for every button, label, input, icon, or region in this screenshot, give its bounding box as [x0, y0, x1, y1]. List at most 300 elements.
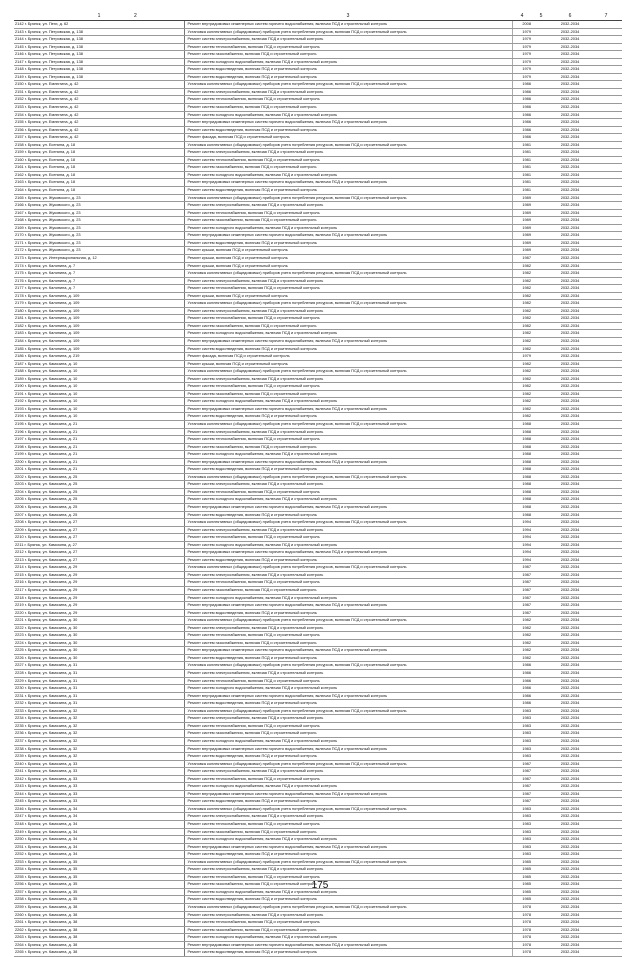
table-row	[14, 353, 622, 361]
row-address: 2228 г. Брянск, ул. Камозина, д. 31	[14, 670, 184, 678]
row-build-year: 1988	[512, 451, 532, 459]
table-row	[14, 217, 622, 225]
row-repair-period: 2032-2034	[550, 224, 590, 232]
table-row	[14, 549, 622, 557]
table-row	[14, 436, 622, 444]
row-work-type: Ремонт систем электроснабжения, включая ПСД и строительный контроль	[184, 715, 512, 723]
row-build-year: 1982	[512, 368, 532, 376]
row-build-year: 1994	[512, 549, 532, 557]
row-work-type: Ремонт систем теплоснабжения, включая ПСД и строительный контроль	[184, 209, 512, 217]
row-build-year: 1982	[512, 262, 532, 270]
row-address: 2164 г. Брянск, ул. Есенина, д. 18	[14, 187, 184, 195]
table-row	[14, 420, 622, 428]
table-row	[14, 647, 622, 655]
row-address: 2246 г. Брянск, ул. Камозина, д. 34	[14, 805, 184, 813]
row-repair-period: 2032-2034	[550, 519, 590, 527]
row-repair-period: 2032-2034	[550, 134, 590, 142]
table-row	[14, 330, 622, 338]
row-repair-period: 2032-2034	[550, 481, 590, 489]
row-blank-col	[590, 149, 622, 157]
row-work-type: Ремонт систем холодного водоснабжения, включая ПСД и строительный контроль	[184, 496, 512, 504]
row-repair-period: 2032-2034	[550, 156, 590, 164]
row-build-year: 1978	[512, 919, 532, 927]
row-blank-col	[590, 526, 622, 534]
row-work-type: Установка коллективных (общедомовых) приборов учета потребления ресурсов, включая ПСД и строительный контроль	[184, 81, 512, 89]
row-blank-col	[590, 368, 622, 376]
row-blank-col	[532, 88, 550, 96]
row-address: 2231 г. Брянск, ул. Камозина, д. 31	[14, 692, 184, 700]
row-build-year: 1978	[512, 903, 532, 911]
table-row	[14, 451, 622, 459]
row-blank-col	[532, 730, 550, 738]
row-blank-col	[590, 217, 622, 225]
row-blank-col	[590, 926, 622, 934]
row-build-year: 1983	[512, 836, 532, 844]
row-blank-col	[532, 745, 550, 753]
row-blank-col	[532, 390, 550, 398]
row-repair-period: 2032-2034	[550, 254, 590, 262]
row-blank-col	[532, 187, 550, 195]
table-row	[14, 292, 622, 300]
row-repair-period: 2032-2034	[550, 36, 590, 44]
row-blank-col	[532, 21, 550, 29]
table-row	[14, 919, 622, 927]
row-build-year: 1981	[512, 187, 532, 195]
row-blank-col	[590, 58, 622, 66]
row-repair-period: 2032-2034	[550, 398, 590, 406]
row-repair-period: 2032-2034	[550, 805, 590, 813]
row-blank-col	[590, 436, 622, 444]
row-work-type: Ремонт систем газоснабжения, включая ПСД и строительный контроль	[184, 881, 512, 889]
row-address: 2146 г. Брянск, ул. Петровская, д. 138	[14, 51, 184, 59]
row-build-year: 1982	[512, 277, 532, 285]
row-build-year: 1986	[512, 685, 532, 693]
row-blank-col	[590, 843, 622, 851]
row-address: 2262 г. Брянск, ул. Камозина, д. 38	[14, 926, 184, 934]
row-blank-col	[590, 292, 622, 300]
table-row	[14, 685, 622, 693]
row-repair-period: 2032-2034	[550, 722, 590, 730]
row-blank-col	[590, 715, 622, 723]
row-work-type: Ремонт внутридомовых инженерных систем горячего водоснабжения, включая ПСД и строительный контроль	[184, 647, 512, 655]
table-row	[14, 911, 622, 919]
row-blank-col	[590, 36, 622, 44]
row-repair-period: 2032-2034	[550, 504, 590, 512]
row-blank-col	[532, 926, 550, 934]
table-row	[14, 715, 622, 723]
table-row	[14, 587, 622, 595]
row-blank-col	[590, 111, 622, 119]
row-repair-period: 2032-2034	[550, 768, 590, 776]
row-repair-period: 2032-2034	[550, 458, 590, 466]
row-blank-col	[590, 783, 622, 791]
row-blank-col	[590, 360, 622, 368]
row-blank-col	[590, 413, 622, 421]
table-row	[14, 488, 622, 496]
row-repair-period: 2032-2034	[550, 896, 590, 904]
table-row	[14, 73, 622, 81]
row-address: 2235 г. Брянск, ул. Камозина, д. 32	[14, 722, 184, 730]
row-repair-period: 2032-2034	[550, 556, 590, 564]
row-work-type: Ремонт крыши, включая ПСД и строительный контроль	[184, 360, 512, 368]
row-address: 2165 г. Брянск, ул. Жуковского, д. 23	[14, 194, 184, 202]
row-address: 2250 г. Брянск, ул. Камозина, д. 34	[14, 836, 184, 844]
row-blank-col	[590, 96, 622, 104]
row-blank-col	[532, 368, 550, 376]
table-row	[14, 88, 622, 96]
row-blank-col	[532, 458, 550, 466]
row-blank-col	[532, 934, 550, 942]
row-address: 2152 г. Брянск, ул. Емлютина, д. 42	[14, 96, 184, 104]
row-repair-period: 2032-2034	[550, 881, 590, 889]
row-blank-col	[532, 405, 550, 413]
row-address: 2189 г. Брянск, ул. Камозина, д. 10	[14, 375, 184, 383]
table-row	[14, 202, 622, 210]
row-blank-col	[532, 534, 550, 542]
row-blank-col	[590, 254, 622, 262]
row-address: 2177 г. Брянск, ул. Калинина, д. 7	[14, 285, 184, 293]
table-row	[14, 164, 622, 172]
table-row	[14, 805, 622, 813]
row-blank-col	[590, 805, 622, 813]
row-repair-period: 2032-2034	[550, 919, 590, 927]
row-blank-col	[532, 466, 550, 474]
row-repair-period: 2032-2034	[550, 624, 590, 632]
row-repair-period: 2032-2034	[550, 315, 590, 323]
row-blank-col	[590, 851, 622, 859]
row-blank-col	[532, 51, 550, 59]
row-address: 2252 г. Брянск, ул. Камозина, д. 34	[14, 851, 184, 859]
row-repair-period: 2032-2034	[550, 149, 590, 157]
table-row	[14, 624, 622, 632]
row-address: 2188 г. Брянск, ул. Камозина, д. 10	[14, 368, 184, 376]
row-blank-col	[532, 73, 550, 81]
row-repair-period: 2032-2034	[550, 700, 590, 708]
row-blank-col	[532, 707, 550, 715]
row-blank-col	[532, 647, 550, 655]
row-repair-period: 2032-2034	[550, 383, 590, 391]
row-repair-period: 2032-2034	[550, 685, 590, 693]
header-col-6: 6	[550, 12, 590, 21]
row-build-year: 1986	[512, 104, 532, 112]
row-work-type: Ремонт систем холодного водоснабжения, включая ПСД и строительный контроль	[184, 737, 512, 745]
row-build-year: 1986	[512, 119, 532, 127]
row-work-type: Ремонт внутридомовых инженерных систем горячего водоснабжения, включая ПСД и строительный контроль	[184, 337, 512, 345]
table-row	[14, 149, 622, 157]
row-work-type: Ремонт внутридомовых инженерных систем горячего водоснабжения, включая ПСД и строительный контроль	[184, 21, 512, 29]
table-row	[14, 187, 622, 195]
row-address: 2145 г. Брянск, ул. Петровская, д. 138	[14, 43, 184, 51]
table-row	[14, 111, 622, 119]
row-build-year: 1988	[512, 473, 532, 481]
row-blank-col	[590, 700, 622, 708]
table-row	[14, 360, 622, 368]
row-build-year: 1988	[512, 481, 532, 489]
row-blank-col	[590, 277, 622, 285]
row-blank-col	[532, 119, 550, 127]
row-work-type: Ремонт систем водоотведения, включая ПСД и строительный контроль	[184, 345, 512, 353]
table-row	[14, 753, 622, 761]
row-blank-col	[532, 443, 550, 451]
row-repair-period: 2032-2034	[550, 368, 590, 376]
row-blank-col	[532, 594, 550, 602]
row-repair-period: 2032-2034	[550, 164, 590, 172]
row-blank-col	[532, 700, 550, 708]
row-address: 2197 г. Брянск, ул. Камозина, д. 21	[14, 436, 184, 444]
row-blank-col	[590, 820, 622, 828]
row-build-year: 1981	[512, 149, 532, 157]
row-blank-col	[532, 504, 550, 512]
table-row	[14, 413, 622, 421]
row-blank-col	[532, 224, 550, 232]
row-work-type: Ремонт систем водоотведения, включая ПСД и строительный контроль	[184, 896, 512, 904]
row-address: 2222 г. Брянск, ул. Камозина, д. 30	[14, 624, 184, 632]
row-blank-col	[532, 843, 550, 851]
row-repair-period: 2032-2034	[550, 428, 590, 436]
row-work-type: Ремонт систем водоотведения, включая ПСД и строительный контроль	[184, 413, 512, 421]
row-build-year: 1983	[512, 707, 532, 715]
row-repair-period: 2032-2034	[550, 194, 590, 202]
row-repair-period: 2032-2034	[550, 934, 590, 942]
row-repair-period: 2032-2034	[550, 866, 590, 874]
row-blank-col	[590, 587, 622, 595]
row-blank-col	[590, 828, 622, 836]
row-address: 2175 г. Брянск, ул. Калинина, д. 7	[14, 270, 184, 278]
table-row	[14, 639, 622, 647]
row-blank-col	[532, 828, 550, 836]
row-blank-col	[590, 639, 622, 647]
row-address: 2260 г. Брянск, ул. Камозина, д. 38	[14, 911, 184, 919]
table-row	[14, 104, 622, 112]
row-blank-col	[590, 911, 622, 919]
row-repair-period: 2032-2034	[550, 534, 590, 542]
row-blank-col	[532, 383, 550, 391]
row-blank-col	[590, 375, 622, 383]
row-blank-col	[590, 571, 622, 579]
table-row	[14, 96, 622, 104]
row-build-year: 1987	[512, 783, 532, 791]
row-blank-col	[590, 43, 622, 51]
row-address: 2236 г. Брянск, ул. Камозина, д. 32	[14, 730, 184, 738]
row-blank-col	[590, 798, 622, 806]
table-row	[14, 224, 622, 232]
row-build-year: 1986	[512, 88, 532, 96]
row-repair-period: 2032-2034	[550, 496, 590, 504]
row-work-type: Ремонт систем водоотведения, включая ПСД и строительный контроль	[184, 556, 512, 564]
row-repair-period: 2032-2034	[550, 654, 590, 662]
row-address: 2173 г. Брянск, ул. Интернациональная, д. 12	[14, 254, 184, 262]
row-address: 2215 г. Брянск, ул. Камозина, д. 29	[14, 571, 184, 579]
table-row	[14, 28, 622, 36]
row-repair-period: 2032-2034	[550, 587, 590, 595]
row-build-year: 1978	[512, 941, 532, 949]
row-build-year: 1982	[512, 292, 532, 300]
row-address: 2166 г. Брянск, ул. Жуковского, д. 23	[14, 202, 184, 210]
row-blank-col	[532, 285, 550, 293]
row-blank-col	[532, 111, 550, 119]
row-build-year: 1982	[512, 345, 532, 353]
row-blank-col	[532, 609, 550, 617]
row-build-year: 1978	[512, 949, 532, 957]
row-address: 2186 г. Брянск, ул. Калинина, д. 219	[14, 353, 184, 361]
page-number: 175	[311, 880, 329, 891]
row-build-year: 1987	[512, 609, 532, 617]
row-address: 2242 г. Брянск, ул. Камозина, д. 33	[14, 775, 184, 783]
table-row	[14, 179, 622, 187]
row-repair-period: 2032-2034	[550, 473, 590, 481]
row-work-type: Ремонт систем теплоснабжения, включая ПСД и строительный контроль	[184, 579, 512, 587]
row-blank-col	[532, 254, 550, 262]
row-repair-period: 2032-2034	[550, 843, 590, 851]
row-repair-period: 2032-2034	[550, 209, 590, 217]
row-build-year: 1987	[512, 254, 532, 262]
row-work-type: Ремонт систем электроснабжения, включая ПСД и строительный контроль	[184, 813, 512, 821]
table-row	[14, 670, 622, 678]
row-blank-col	[590, 534, 622, 542]
row-repair-period: 2032-2034	[550, 21, 590, 29]
row-address: 2232 г. Брянск, ул. Камозина, д. 31	[14, 700, 184, 708]
row-repair-period: 2032-2034	[550, 639, 590, 647]
row-repair-period: 2032-2034	[550, 232, 590, 240]
row-repair-period: 2032-2034	[550, 285, 590, 293]
table-row	[14, 579, 622, 587]
row-work-type: Ремонт систем электроснабжения, включая ПСД и строительный контроль	[184, 526, 512, 534]
row-work-type: Ремонт систем газоснабжения, включая ПСД и строительный контроль	[184, 639, 512, 647]
row-blank-col	[590, 315, 622, 323]
row-repair-period: 2032-2034	[550, 466, 590, 474]
row-blank-col	[532, 179, 550, 187]
table-row	[14, 571, 622, 579]
row-blank-col	[590, 330, 622, 338]
row-blank-col	[532, 360, 550, 368]
row-work-type: Ремонт внутридомовых инженерных систем горячего водоснабжения, включая ПСД и строительный контроль	[184, 843, 512, 851]
row-work-type: Ремонт систем теплоснабжения, включая ПСД и строительный контроль	[184, 436, 512, 444]
table-row	[14, 66, 622, 74]
row-address: 2154 г. Брянск, ул. Емлютина, д. 42	[14, 111, 184, 119]
row-build-year: 1983	[512, 753, 532, 761]
row-blank-col	[590, 51, 622, 59]
row-blank-col	[590, 81, 622, 89]
row-work-type: Установка коллективных (общедомовых) приборов учета потребления ресурсов, включая ПСД и строительный контроль	[184, 564, 512, 572]
row-repair-period: 2032-2034	[550, 360, 590, 368]
row-blank-col	[532, 571, 550, 579]
row-build-year: 1986	[512, 126, 532, 134]
row-build-year: 1982	[512, 639, 532, 647]
row-repair-period: 2032-2034	[550, 337, 590, 345]
row-blank-col	[590, 511, 622, 519]
row-work-type: Ремонт систем холодного водоснабжения, включая ПСД и строительный контроль	[184, 783, 512, 791]
table-row	[14, 768, 622, 776]
row-build-year: 1987	[512, 579, 532, 587]
row-work-type: Установка коллективных (общедомовых) приборов учета потребления ресурсов, включая ПСД и строительный контроль	[184, 617, 512, 625]
table-row	[14, 496, 622, 504]
row-blank-col	[590, 760, 622, 768]
row-work-type: Ремонт внутридомовых инженерных систем горячего водоснабжения, включая ПСД и строительный контроль	[184, 405, 512, 413]
table-row	[14, 466, 622, 474]
row-address: 2155 г. Брянск, ул. Емлютина, д. 42	[14, 119, 184, 127]
row-address: 2169 г. Брянск, ул. Жуковского, д. 23	[14, 224, 184, 232]
row-repair-period: 2032-2034	[550, 345, 590, 353]
row-repair-period: 2032-2034	[550, 541, 590, 549]
row-repair-period: 2032-2034	[550, 413, 590, 421]
row-blank-col	[532, 436, 550, 444]
row-blank-col	[590, 141, 622, 149]
row-blank-col	[532, 654, 550, 662]
row-blank-col	[590, 28, 622, 36]
row-blank-col	[532, 624, 550, 632]
table-row	[14, 926, 622, 934]
row-blank-col	[590, 104, 622, 112]
row-blank-col	[532, 481, 550, 489]
row-repair-period: 2032-2034	[550, 28, 590, 36]
row-work-type: Ремонт систем теплоснабжения, включая ПСД и строительный контроль	[184, 919, 512, 927]
table-row	[14, 58, 622, 66]
table-row	[14, 677, 622, 685]
row-build-year: 1983	[512, 737, 532, 745]
row-work-type: Ремонт систем теплоснабжения, включая ПСД и строительный контроль	[184, 632, 512, 640]
row-address: 2162 г. Брянск, ул. Есенина, д. 18	[14, 171, 184, 179]
row-blank-col	[590, 428, 622, 436]
row-repair-period: 2032-2034	[550, 873, 590, 881]
row-build-year: 1986	[512, 677, 532, 685]
table-row	[14, 534, 622, 542]
table-row	[14, 836, 622, 844]
row-build-year: 1982	[512, 654, 532, 662]
row-address: 2202 г. Брянск, ул. Камозина, д. 25	[14, 473, 184, 481]
row-blank-col	[532, 790, 550, 798]
row-work-type: Ремонт систем электроснабжения, включая ПСД и строительный контроль	[184, 624, 512, 632]
row-build-year: 1987	[512, 587, 532, 595]
table-row	[14, 632, 622, 640]
row-blank-col	[532, 488, 550, 496]
row-work-type: Установка коллективных (общедомовых) приборов учета потребления ресурсов, включая ПСД и строительный контроль	[184, 707, 512, 715]
row-build-year: 1988	[512, 466, 532, 474]
row-work-type: Ремонт внутридомовых инженерных систем горячего водоснабжения, включая ПСД и строительный контроль	[184, 790, 512, 798]
row-blank-col	[590, 247, 622, 255]
row-blank-col	[590, 737, 622, 745]
row-build-year: 1985	[512, 896, 532, 904]
row-work-type: Ремонт систем электроснабжения, включая ПСД и строительный контроль	[184, 866, 512, 874]
table-row	[14, 134, 622, 142]
row-blank-col	[532, 239, 550, 247]
row-work-type: Установка коллективных (общедомовых) приборов учета потребления ресурсов, включая ПСД и строительный контроль	[184, 194, 512, 202]
row-address: 2161 г. Брянск, ул. Есенина, д. 18	[14, 164, 184, 172]
row-repair-period: 2032-2034	[550, 436, 590, 444]
row-blank-col	[590, 858, 622, 866]
row-blank-col	[590, 707, 622, 715]
header-col-5: 5	[532, 12, 550, 21]
row-build-year: 1982	[512, 375, 532, 383]
row-address: 2150 г. Брянск, ул. Емлютина, д. 42	[14, 81, 184, 89]
table-row	[14, 843, 622, 851]
row-address: 2185 г. Брянск, ул. Калинина, д. 109	[14, 345, 184, 353]
row-repair-period: 2032-2034	[550, 820, 590, 828]
row-repair-period: 2032-2034	[550, 104, 590, 112]
table-row	[14, 156, 622, 164]
row-repair-period: 2032-2034	[550, 330, 590, 338]
row-repair-period: 2032-2034	[550, 322, 590, 330]
row-build-year: 1988	[512, 428, 532, 436]
row-work-type: Ремонт внутридомовых инженерных систем горячего водоснабжения, включая ПСД и строительный контроль	[184, 458, 512, 466]
row-blank-col	[532, 232, 550, 240]
row-blank-col	[590, 670, 622, 678]
row-address: 2219 г. Брянск, ул. Камозина, д. 29	[14, 602, 184, 610]
table-row	[14, 692, 622, 700]
row-blank-col	[532, 768, 550, 776]
row-build-year: 1985	[512, 866, 532, 874]
row-repair-period: 2032-2034	[550, 602, 590, 610]
row-repair-period: 2032-2034	[550, 594, 590, 602]
